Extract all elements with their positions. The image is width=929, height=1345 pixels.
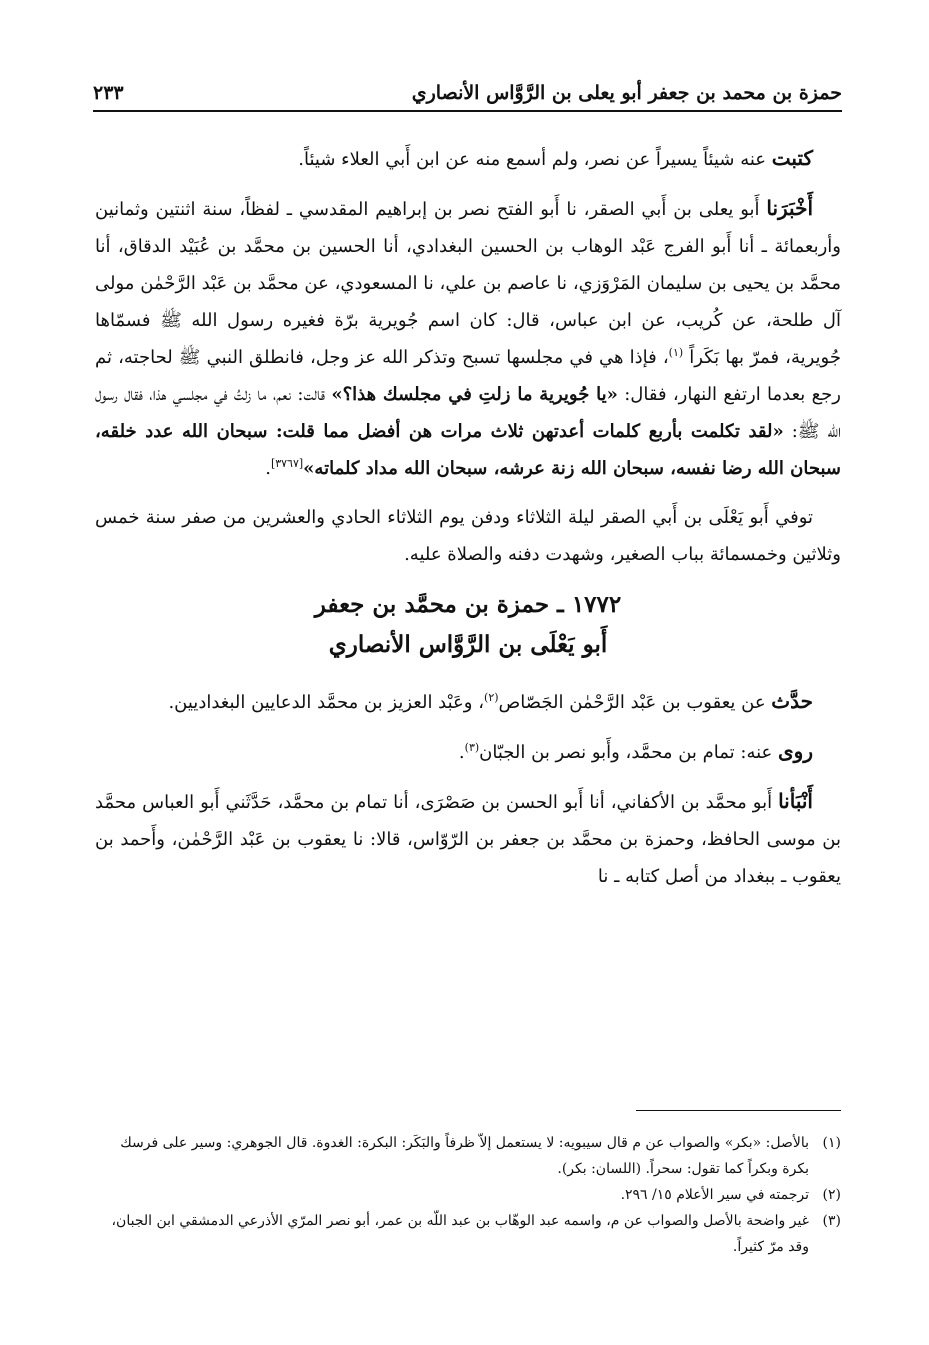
footnote-number: (١): [822, 1135, 841, 1151]
paragraph-text: .: [458, 742, 465, 763]
footnote-text: ترجمته في سير الأعلام ١٥/ ٢٩٦.: [620, 1187, 809, 1203]
entry-heading-line-2: أَبو يَعْلَى بن الرَّوَّاس الأنصاري: [328, 631, 608, 658]
footnote: [95, 1208, 841, 1260]
paragraph-keyword: أَنْبَأنا: [778, 789, 813, 813]
paragraph-keyword: أَخْبَرَنا: [766, 196, 813, 220]
hadith-quote: «لقد تكلمت بأربع كلمات أعدتهن ثلاث مرات هن أفضل مما قلت: سبحان الله عدد خلقه، سبحان الله رضا نفسه، سبحان الله زنة عرشه، سبحان الله مداد كلماته»: [95, 421, 841, 479]
paragraph-6: [95, 783, 841, 895]
page-number: ٢٣٣: [93, 82, 124, 104]
footnote-divider: [636, 1110, 841, 1111]
footnote-text: غير واضحة بالأصل والصواب عن م، واسمه عبد الوهّاب بن عبد اللّه بن عمر، أبو نصر المرّي الأذرعي الدمشقي ابن الجبان، وقد مرّ كثيراً.: [111, 1213, 809, 1255]
paragraph-end: .: [265, 458, 271, 479]
footnote: [95, 1130, 841, 1182]
footnote-ref-1[interactable]: (١): [668, 346, 684, 359]
footnote-number: (٣): [822, 1213, 841, 1229]
running-header: [93, 72, 842, 112]
paragraph-2: [95, 190, 841, 487]
hadith-quote: «يا جُويرية ما زلتِ في مجلسك هذا؟»: [331, 384, 618, 405]
entry-heading: [95, 585, 841, 665]
entry-heading-line-1: ١٧٧٢ ـ حمزة بن محمَّد بن جعفر: [314, 591, 622, 618]
footnote-text: بالأصل: «بكر» والصواب عن م قال سيبويه: لا يستعمل إلاّ ظرفاً والبَكَر: البكرة: الغدوة. قال الجوهري: وسير على فرسك بكرة وبكراً كما تقول: سحراً. (اللسان: بكر).: [120, 1135, 809, 1177]
footnote: [95, 1182, 841, 1208]
paragraph-text: ، فإذا هي في مجلسها تسبح وتذكر الله عز وجل، فانطلق النبي ﷺ لحاجته، ثم رجع بعدما ارتفع النهار، فقال:: [95, 347, 841, 405]
footnote-ref-3[interactable]: (٣): [464, 741, 480, 754]
main-text: [95, 140, 841, 907]
paragraph-text: عنه شيئاً يسيراً عن نصر، ولم أسمع منه عن ابن أَبي العلاء شيئاً.: [298, 149, 772, 170]
paragraph-keyword: حدَّث: [771, 689, 813, 713]
paragraph-text: ، وعَبْد العزيز بن محمَّد الدعايين البغداديين.: [168, 692, 485, 713]
paragraph-text: أَبو يعلى بن أَبي الصقر، نا أَبو الفتح نصر بن إبراهيم المقدسي ـ لفظاً، سنة اثنتين وثمانين وأربعمائة ـ أنا أَبو الفرج عَبْد الوهاب بن الحسين البغدادي، أنا الحسين بن محمَّد بن عُبَيْد الدقاق، أنا محمَّد بن يحيى بن سليمان المَرْوَزي، نا عاصم بن علي، نا المسعودي، عن محمَّد بن عَبْد الرَّحْمٰن مولى آل طلحة، عن كُريب، عن ابن عباس، قال: كان اسم جُويرية برّة فغيره رسول الله ﷺ فسمّاها جُويرية، فمرّ بها بَكَراً: [95, 199, 841, 368]
paragraph-5: [95, 733, 841, 771]
paragraph-4: [95, 683, 841, 721]
paragraph-text: عن يعقوب بن عَبْد الرَّحْمٰن الجَصّاص: [498, 692, 772, 713]
footnotes: [95, 1130, 841, 1260]
header-title: حمزة بن محمد بن جعفر أبو يعلى بن الرَّوَّاس الأنصاري: [411, 82, 842, 104]
hadith-reference: [٣٧٦٧]: [270, 457, 304, 470]
paragraph-text: قالت: نعم، ما زلتُ في مجلسي هذا، فقال رسول الله ﷺ:: [95, 384, 841, 442]
paragraph-text: عنه: تمام بن محمَّد، وأَبو نصر بن الجبّان: [479, 742, 779, 763]
paragraph-keyword: كتبت: [771, 146, 813, 170]
paragraph-text: أَبو محمَّد بن الأكفاني، أنا أَبو الحسن بن صَصْرَى، أنا تمام بن محمَّد، حَدَّثَني أَبو العباس محمَّد بن موسى الحافظ، وحمزة بن محمَّد بن جعفر بن الرّوّاس، قالا: نا يعقوب بن عَبْد الرَّحْمٰن، وأَحمد بن يعقوب ـ ببغداد من أصل كتابه ـ نا: [95, 792, 841, 887]
footnote-ref-2[interactable]: (٢): [484, 691, 499, 704]
paragraph-3: [95, 499, 841, 573]
footnote-number: (٢): [822, 1187, 841, 1203]
paragraph-keyword: روى: [778, 739, 813, 763]
paragraph-1: [95, 140, 841, 178]
paragraph-text: توفي أَبو يَعْلَى بن أَبي الصقر ليلة الثلاثاء ودفن يوم الثلاثاء الحادي والعشرين من صفر سنة خمس وثلاثين وخمسمائة بباب الصغير، وشهدت دفنه والصلاة عليه.: [95, 507, 841, 565]
